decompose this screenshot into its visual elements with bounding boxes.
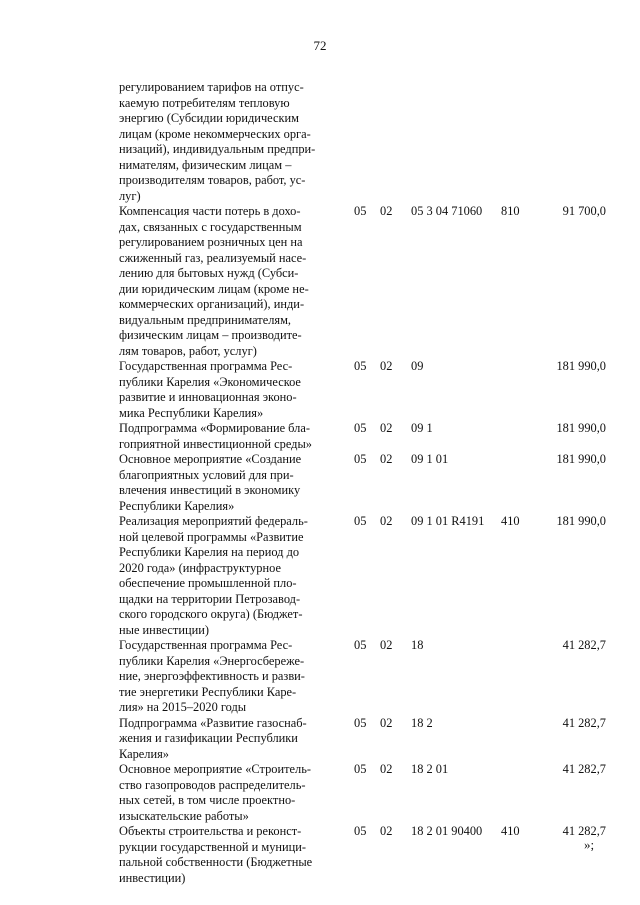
row-description (119, 824, 343, 886)
description-line: публики Карелия «Экономическое (119, 374, 301, 389)
description-line: изыскательские работы» (119, 808, 249, 823)
description-line: щадки на территории Петрозавод- (119, 591, 301, 606)
row-description (119, 762, 343, 824)
description-line: физическим лицам – производите- (119, 328, 302, 342)
target-article-code: 09 (411, 359, 424, 373)
description-line: Объекты строительства и реконст- (119, 824, 302, 838)
row-description (119, 80, 343, 204)
target-article-code: 09 1 01 R4191 (411, 514, 485, 528)
page-number: 72 (313, 38, 327, 53)
expense-type-code: 410 (501, 824, 520, 838)
closing-quote-mark: »; (584, 837, 595, 852)
description-line: Подпрограмма «Формирование бла- (119, 421, 310, 435)
description-line: регулированием тарифов на отпус- (119, 80, 304, 94)
section-code: 05 (354, 638, 367, 652)
subsection-code: 02 (380, 638, 393, 652)
subsection-code: 02 (380, 359, 393, 373)
description-line: жения и газификации Республики (119, 731, 298, 745)
description-line: дах, связанных с государственным (119, 219, 302, 234)
section-code: 05 (354, 421, 367, 435)
section-code: 05 (354, 762, 367, 776)
description-line: регулированием розничных цен на (119, 235, 303, 249)
target-article-code: 18 (411, 638, 424, 652)
expense-type-code: 410 (501, 514, 520, 528)
subsection-code: 02 (380, 824, 393, 838)
description-line: низаций), индивидуальным предпри- (119, 142, 316, 156)
description-line: нимателям, физическим лицам – (119, 157, 292, 172)
subsection-code: 02 (380, 204, 393, 218)
row-description (119, 204, 343, 359)
description-line: рукции государственной и муници- (119, 839, 307, 854)
row-description (119, 716, 343, 763)
subsection-code: 02 (380, 715, 393, 730)
description-line: Основное мероприятие «Создание (119, 452, 302, 466)
description-line: Карелия» (119, 746, 170, 761)
description-line: Республики Карелия» (119, 498, 235, 513)
subsection-code: 02 (380, 452, 393, 466)
description-line: дии юридическим лицам (кроме не- (119, 281, 309, 296)
description-line: лям товаров, работ, услуг) (119, 343, 257, 358)
section-code: 05 (354, 824, 367, 838)
subsection-code: 02 (380, 514, 393, 528)
amount: 41 282,7 (562, 762, 606, 776)
description-line: гоприятной инвестиционной среды» (119, 436, 312, 451)
target-article-code: 18 2 01 90400 (411, 824, 483, 838)
description-line: обеспечение промышленной пло- (119, 576, 297, 590)
description-line: развитие и инновационная эконо- (119, 390, 297, 404)
description-line: Подпрограмма «Развитие газоснаб- (119, 715, 307, 730)
description-line: публики Карелия «Энергосбереже- (119, 653, 305, 668)
description-line: энергию (Субсидии юридическим (119, 111, 299, 125)
row-description (119, 638, 343, 716)
section-code: 05 (354, 452, 367, 466)
row-description (119, 452, 343, 514)
amount: 41 282,7 (562, 824, 606, 838)
description-line: Государственная программа Рес- (119, 359, 293, 373)
description-line: тие энергетики Республики Каре- (119, 684, 297, 699)
expense-type-code: 810 (501, 204, 520, 218)
row-description (119, 359, 343, 421)
section-code: 05 (354, 715, 367, 730)
description-line: Основное мероприятие «Строитель- (119, 762, 311, 776)
amount: 181 990,0 (556, 514, 606, 528)
description-line: благоприятных условий для при- (119, 467, 294, 482)
description-line: ство газопроводов распределитель- (119, 777, 306, 792)
row-description (119, 421, 343, 452)
description-line: ского городского округа) (Бюджет- (119, 607, 303, 621)
target-article-code: 18 2 01 (411, 762, 449, 776)
description-line: каемую потребителям тепловую (119, 95, 290, 110)
amount: 181 990,0 (556, 421, 606, 435)
section-code: 05 (354, 514, 367, 528)
description-line: Реализация мероприятий федераль- (119, 514, 308, 528)
target-article-code: 09 1 (411, 421, 433, 435)
target-article-code: 05 3 04 71060 (411, 204, 483, 218)
target-article-code: 18 2 (411, 715, 433, 730)
section-code: 05 (354, 204, 367, 218)
description-line: пальной собственности (Бюджетные (119, 855, 313, 869)
description-line: Государственная программа Рес- (119, 638, 293, 652)
amount: 91 700,0 (562, 204, 606, 218)
description-line: инвестиции) (119, 870, 186, 885)
description-line: ных сетей, в том числе проектно- (119, 793, 296, 807)
description-line: видуальным предпринимателям, (119, 312, 292, 327)
description-line: 2020 года» (инфраструктурное (119, 560, 281, 575)
description-line: ной целевой программы «Развитие (119, 529, 304, 544)
subsection-code: 02 (380, 421, 393, 435)
amount: 181 990,0 (556, 359, 606, 373)
description-line: производителям товаров, работ, ус- (119, 173, 306, 187)
description-line: лия» на 2015–2020 годы (119, 700, 247, 714)
description-line: мика Республики Карелия» (119, 405, 264, 420)
row-description (119, 514, 343, 638)
amount: 41 282,7 (562, 638, 606, 652)
section-code: 05 (354, 359, 367, 373)
description-line: луг) (119, 188, 141, 203)
description-line: влечения инвестиций в экономику (119, 483, 301, 497)
description-line: лению для бытовых нужд (Субси- (119, 266, 299, 280)
description-line: Республики Карелия на период до (119, 545, 300, 559)
description-line: ние, энергоэффективность и разви- (119, 669, 305, 683)
description-line: сжиженный газ, реализуемый насе- (119, 250, 307, 265)
amount: 41 282,7 (562, 715, 606, 730)
description-line: Компенсация части потерь в дохо- (119, 204, 301, 218)
subsection-code: 02 (380, 762, 393, 776)
amount: 181 990,0 (556, 452, 606, 466)
description-line: коммерческих организаций), инди- (119, 297, 305, 311)
description-line: лицам (кроме некоммерческих орга- (119, 126, 311, 141)
description-line: ные инвестиции) (119, 622, 209, 637)
target-article-code: 09 1 01 (411, 452, 449, 466)
